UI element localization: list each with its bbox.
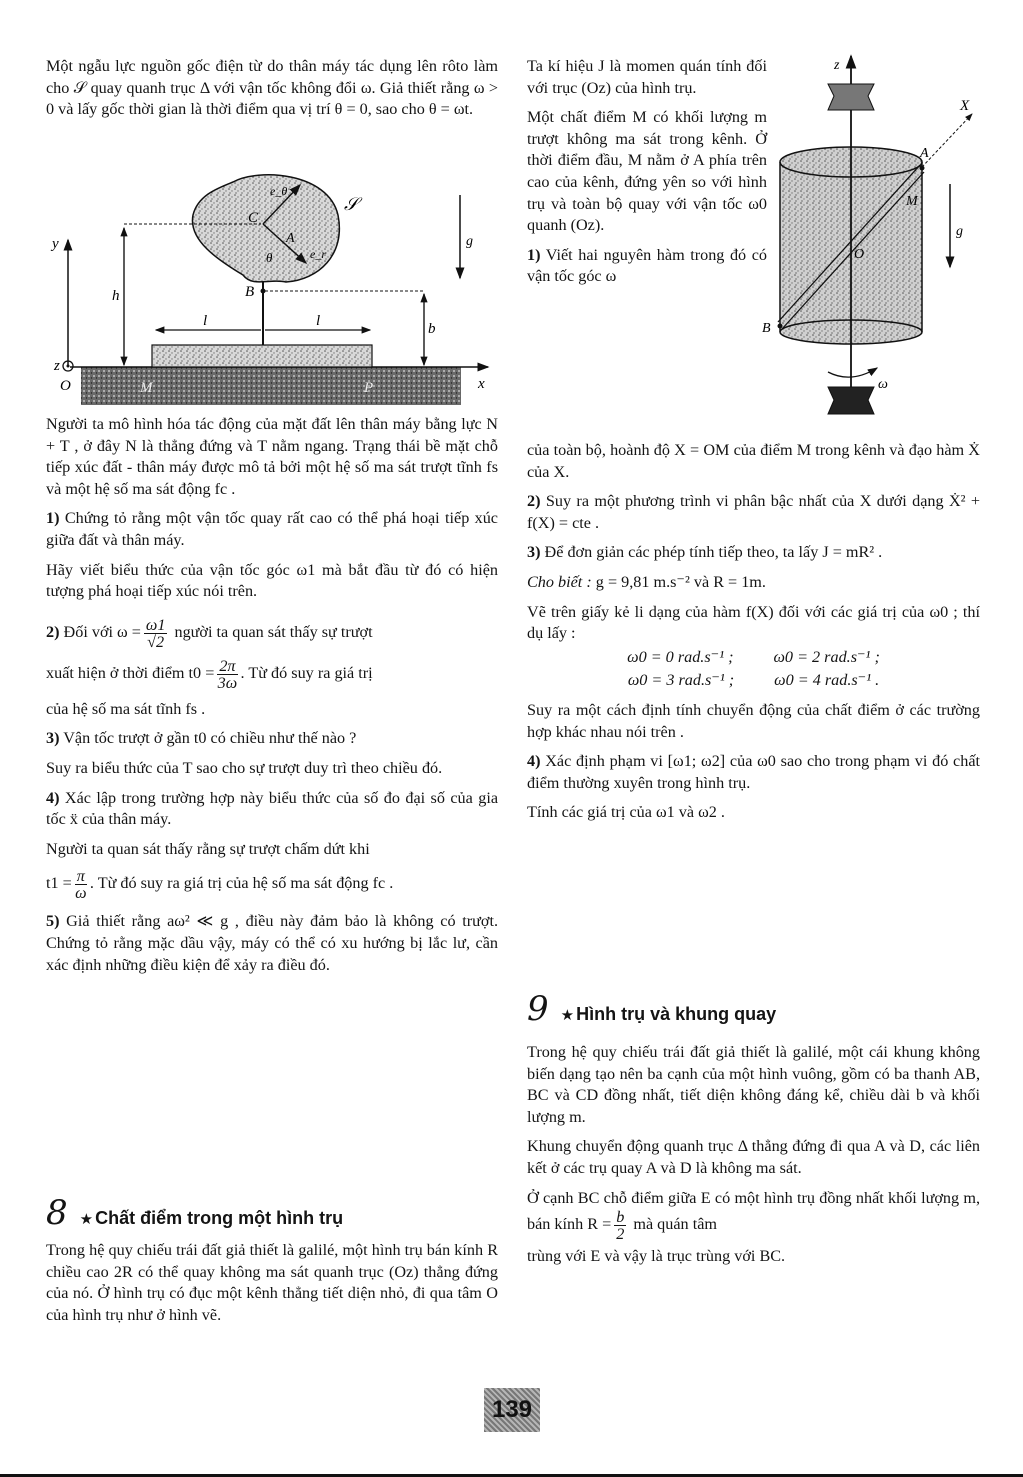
question-2-line-3: của hệ số ma sát tĩnh fs . [46, 699, 206, 718]
label-M: M [140, 380, 153, 396]
bottom-bearing [828, 387, 874, 414]
figure-cylinder [752, 52, 988, 422]
label-z: z [54, 358, 60, 374]
label-O: O [60, 378, 71, 394]
label-B: B [762, 321, 771, 336]
section-9-heading [527, 989, 777, 1029]
label-P: P [364, 380, 374, 396]
point-B [261, 289, 266, 294]
left-column-body [46, 414, 498, 984]
label-M: M [906, 194, 918, 209]
page-number-badge: 139 [484, 1388, 540, 1432]
ground-slab [81, 367, 461, 405]
machine-body [152, 345, 372, 367]
question-1-part-b: Hãy viết biểu thức của vận tốc góc ω1 mà bắt đầu từ đó có hiện tượng phá hoại tiếp xúc nói trên. [46, 560, 498, 601]
label-e-r: e_r [310, 247, 326, 261]
star-icon: ★ [560, 1008, 575, 1024]
omega-values-row-2: ω0 = 3 rad.s⁻¹ ; ω0 = 4 rad.s⁻¹ . [627, 671, 880, 690]
label-A: A [920, 146, 929, 161]
point-B [778, 324, 783, 329]
section-number: 8 [46, 1193, 68, 1233]
question-4: 4) Xác lập trong trường hợp này biểu thức của số đo đại số của gia tốc ẍ của thân máy. [46, 788, 498, 829]
star-icon: ★ [79, 1212, 94, 1228]
label-b: b [428, 321, 436, 337]
rotor-body [192, 175, 339, 282]
right-question-1: 1) Viết hai nguyên hàm trong đó có vận tốc góc ω [527, 245, 767, 286]
X-axis [922, 114, 972, 167]
left-column [46, 56, 498, 129]
question-4-part-b: Người ta quan sát thấy rằng sự trượt chấm dứt khi [46, 839, 370, 858]
top-bearing [828, 84, 874, 110]
right-column-top [527, 56, 767, 296]
right-question-4: 4) Xác định phạm vi [ω1; ω2] của ω0 sao cho trong phạm vi đó chất điểm thường xuyên trong hình trụ. [527, 752, 980, 792]
section-9-body [527, 1042, 980, 1276]
omega-values-row-1: ω0 = 0 rad.s⁻¹ ; ω0 = 2 rad.s⁻¹ ; [627, 647, 880, 666]
label-z: z [834, 58, 840, 73]
section-8-paragraph: Trong hệ quy chiếu trái đất giả thiết là galilé, một hình trụ bán kính R chiều cao 2R có thể quay không ma sát quanh trục (Oz) thẳng đứng của nó. Ở hình trụ có đục một kênh thẳng tiết diện nhỏ, đi qua tâm O của hình trụ như ở hình vẽ. [46, 1241, 498, 1324]
question-1: 1) Chứng tỏ rằng một vận tốc quay rất cao có thể phá hoại tiếp xúc giữa đất và thân máy. [46, 509, 498, 549]
label-l-left: l [203, 313, 208, 329]
right-question-1-cont: của toàn bộ, hoành độ X = OM của điểm M trong kênh và đạo hàm Ẋ của X. [527, 441, 980, 481]
section-9-paragraph-1: Trong hệ quy chiếu trái đất giả thiết là galilé, một cái khung không biến dạng tạo nên ba cạnh của một hình vuông, gồm có ba thanh AB, BC và CD đồng nhất, tiết diện không đáng kể, chiều dài b và khối lượng m. [527, 1043, 980, 1126]
section-title: Hình trụ và khung quay [576, 1004, 777, 1024]
right-question-3: 3) Để đơn giản các phép tính tiếp theo, ta lấy J = mR² . [527, 543, 883, 562]
inertia-paragraph: Ta kí hiệu J là momen quán tính đối với trục (Oz) của hình trụ. [527, 57, 767, 97]
question-5: 5) Giả thiết rằng aω² ≪ g , điều này đảm bảo là không có trượt. Chứng tỏ rằng mặc dầu vậy, máy có thể có xu hướng bị lắc lư, cần xác định những điều kiện để xảy ra điều đó. [46, 912, 498, 974]
point-A [920, 166, 925, 171]
question-4-part-c: t1 = $\frac{\pi}{\omega}$ . Từ đó suy ra giá trị của hệ số ma sát động fc . [46, 867, 394, 903]
label-C: C [248, 210, 259, 226]
label-A: A [286, 231, 295, 246]
section-title: Chất điểm trong một hình trụ [95, 1208, 344, 1228]
label-g: g [466, 234, 473, 249]
section-9-paragraph-3: Ở cạnh BC chỗ điểm giữa E có một hình trụ đồng nhất khối lượng m, bán kính R = $\frac{b}{2}$ mà quán tâm [527, 1188, 980, 1244]
right-question-2: 2) Suy ra một phương trình vi phân bậc nhất của X dưới dạng Ẋ² + f(X) = cte . [527, 492, 980, 532]
section-9-paragraph-4: trùng với E và vậy là trục trùng với BC. [527, 1247, 786, 1266]
draw-instruction: Vẽ trên giấy kẻ li dạng của hàm f(X) đối với các giá trị của ω0 ; thí dụ lấy : [527, 602, 980, 643]
section-8-body [46, 1240, 498, 1334]
section-8-heading [46, 1193, 344, 1233]
section-9-paragraph-2: Khung chuyển động quanh trục Δ thẳng đứng đi qua A và D, các liên kết ở các trụ quay A và D là không ma sát. [527, 1137, 980, 1177]
model-paragraph: Người ta mô hình hóa tác động của mặt đất lên thân máy bằng lực N + T , ở đây N là thẳng đứng và T nằm ngang. Trạng thái bề mặt chỗ tiếp xúc đất - thân máy được mô tả bởi một hệ số ma sát trượt tĩnh fs và một hệ số ma sát động fc . [46, 415, 498, 498]
label-O: O [854, 247, 865, 262]
particle-paragraph: Một chất điểm M có khối lượng m trượt không ma sát trong kênh. Ở thời điểm đầu, M nằm ở A phía trên cao của kênh, đứng yên so với hình trụ và toàn bộ quay với vận tốc ω0 quanh (Oz). [527, 108, 767, 235]
intro-paragraph: Một ngẫu lực nguồn gốc điện từ do thân máy tác dụng lên rôto làm cho 𝒮 quay quanh trục Δ với vận tốc không đổi ω. Giả thiết rằng ω > 0 và lấy gốc thời gian là thời điểm qua vị trí θ = 0, sao cho θ = ωt. [46, 57, 498, 119]
label-y: y [52, 236, 59, 252]
rotation-arrow [828, 368, 877, 377]
question-2: 2) Đối với ω = $\frac{\omega 1}{√2}$ người ta quan sát thấy sự trượt [46, 615, 373, 651]
label-g: g [956, 224, 963, 239]
question-3-part-b: Suy ra biểu thức của T sao cho sự trượt duy trì theo chiều đó. [46, 758, 443, 777]
label-S: 𝒮 [344, 194, 358, 214]
label-B: B [245, 284, 255, 300]
label-X: X [960, 98, 970, 114]
question-2-line-2: xuất hiện ở thời điểm t0 = $\frac{2\pi}{3\omega}$ . Từ đó suy ra giá trị [46, 656, 373, 692]
figure-rotor-machine [48, 170, 498, 405]
label-e-theta: e_θ [270, 184, 288, 198]
right-question-4-part-b: Tính các giá trị của ω1 và ω2 . [527, 803, 725, 822]
label-h: h [112, 288, 120, 304]
label-l-right: l [316, 313, 321, 329]
label-x: x [478, 376, 485, 392]
given-values: Cho biết : g = 9,81 m.s⁻² và R = 1m. [527, 572, 766, 591]
label-omega: ω [878, 377, 888, 392]
right-column-body [527, 440, 980, 832]
qualitative-paragraph: Suy ra một cách định tính chuyển động của chất điểm ở các trường hợp khác nhau nói trên . [527, 700, 980, 741]
label-theta: θ [266, 250, 273, 265]
section-number: 9 [527, 989, 549, 1029]
question-3: 3) Vận tốc trượt ở gần t0 có chiều như thế nào ? [46, 729, 357, 748]
